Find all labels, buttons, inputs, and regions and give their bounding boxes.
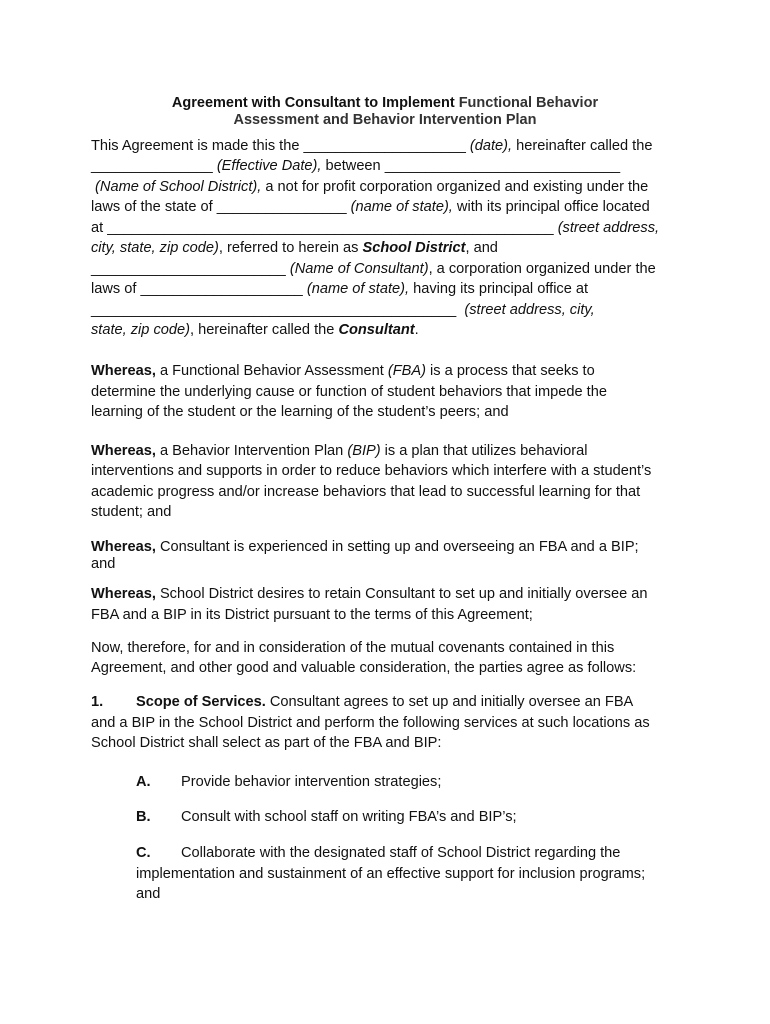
intro-line-3: (Name of School District), a not for profit corporation organized and existing under the [91,179,649,195]
list-item-label: B. [136,809,151,825]
intro-line-4: laws of the state of ________________ (name of state), with its principal office located [91,199,650,215]
whereas-4-line-1: Whereas, School District desires to retain Consultant to set up and initially oversee an [91,586,648,602]
whereas-3-line-1: Whereas, Consultant is experienced in setting up and overseeing an FBA and a BIP; [91,539,639,555]
intro-line-6: city, state, zip code), referred to herein as School District, and [91,240,498,256]
title-text: Agreement with Consultant to Implement [171,95,459,111]
list-item-c-line-2: implementation and sustainment of an effective support for inclusion programs; [136,866,646,882]
intro-line-7: ________________________ (Name of Consultant), a corporation organized under the [91,261,656,277]
now-therefore-line-2: Agreement, and other good and valuable consideration, the parties agree as follows: [91,660,637,676]
whereas-2-line-4: student; and [91,504,172,520]
whereas-1-line-3: learning of the student or the learning of the student’s peers; and [91,404,509,420]
list-item-c-line-3: and [136,886,161,902]
title-text-highlight: Functional Behavior [458,95,599,111]
whereas-2-line-1: Whereas, a Behavior Intervention Plan (BIP) is a plan that utilizes behavioral [91,443,588,459]
section-number: 1. [91,694,104,710]
section-1-line-2: and a BIP in the School District and perform the following services at such locations as [91,715,650,731]
list-item-label: C. [136,845,151,861]
document-title-line-1 [0,95,770,112]
section-1-line-3: School District shall select as part of the FBA and BIP: [91,735,442,751]
list-item-c-line-1: C. Collaborate with the designated staff of School District regarding the [136,845,621,861]
whereas-4-line-2: FBA and a BIP in its District pursuant to the terms of this Agreement; [91,607,533,623]
intro-line-2: _______________ (Effective Date), between _____________________________ [91,158,621,174]
list-item-a: A. Provide behavior intervention strategies; [136,774,442,790]
title-text-highlight: Assessment and Behavior Intervention Plan [233,112,537,128]
document-title-line-2 [0,112,770,129]
list-item-label: A. [136,774,151,790]
intro-line-5: at _______________________________________________________ (street address, [91,220,660,236]
whereas-2-line-3: academic progress and/or increase behaviors that lead to successful learning for that [91,484,641,500]
section-1-line-1: 1. Scope of Services. Consultant agrees to set up and initially oversee an FBA [91,694,634,710]
intro-line-8: laws of ____________________ (name of state), having its principal office at [91,281,589,297]
whereas-1-line-1: Whereas, a Functional Behavior Assessment (FBA) is a process that seeks to [91,363,595,379]
intro-line-1: This Agreement is made this the ____________________ (date), hereinafter called the [91,138,653,154]
whereas-3-line-2: and [91,556,116,572]
intro-line-10: state, zip code), hereinafter called the Consultant. [91,322,419,338]
whereas-1-line-2: determine the underlying cause or function of student behaviors that impede the [91,384,607,400]
intro-line-9: _____________________________________________ (street address, city, [91,302,595,318]
section-heading: Scope of Services. [136,694,266,710]
now-therefore-line-1: Now, therefore, for and in consideration of the mutual covenants contained in this [91,640,615,656]
list-item-b: B. Consult with school staff on writing FBA’s and BIP’s; [136,809,517,825]
whereas-2-line-2: interventions and supports in order to reduce behaviors which interfere with a student’s [91,463,652,479]
